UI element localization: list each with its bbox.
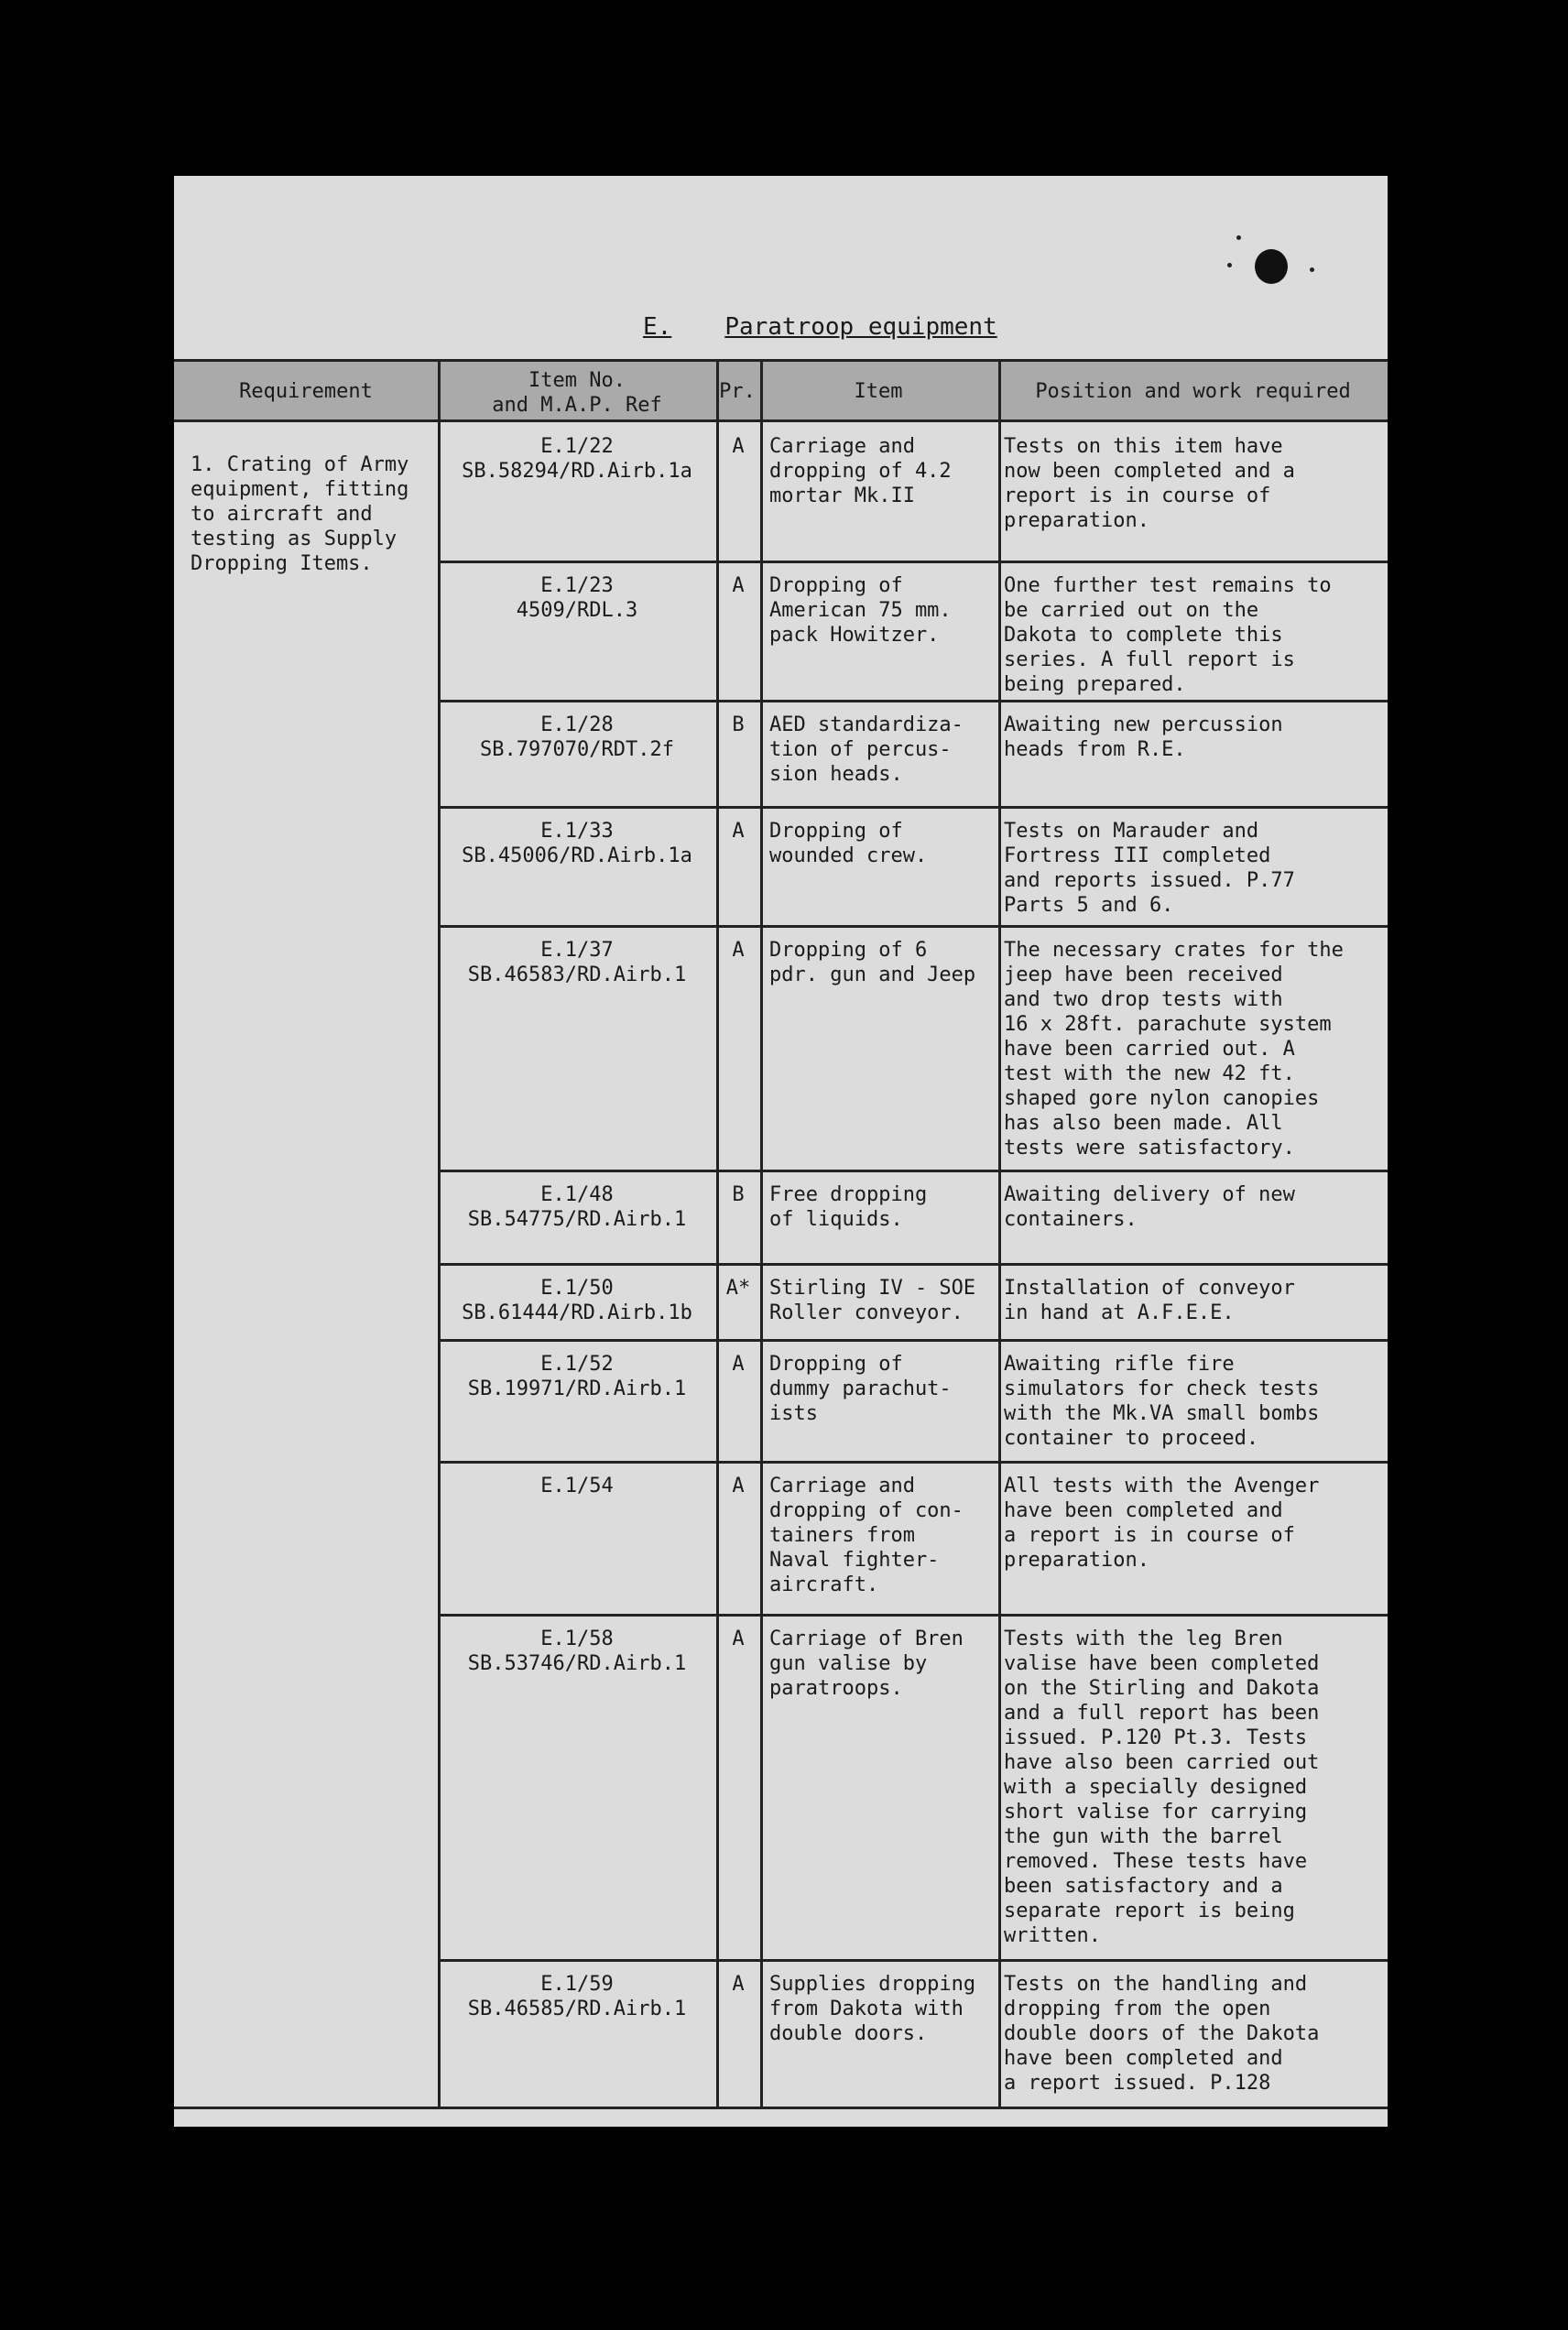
priority: A [732, 939, 745, 962]
item-ref: E.1/59 SB.46585/RD.Airb.1 [467, 1973, 687, 2020]
item-description: Stirling IV - SOE Roller conveyor. [769, 1277, 976, 1324]
priority: A [732, 1628, 745, 1650]
ink-speck [1236, 235, 1241, 240]
column-divider [998, 359, 1001, 2107]
position-text: Awaiting rifle fire simulators for check tests with the Mk.VA small bombs container to proceed. [1004, 1353, 1320, 1450]
item-description: Dropping of dummy parachut- ists [769, 1353, 952, 1425]
item-description: Dropping of American 75 mm. pack Howitzer. [769, 574, 952, 647]
item-ref: E.1/28 SB.797070/RDT.2f [480, 713, 674, 761]
row-divider [438, 806, 1388, 809]
item-description: Supplies dropping from Dakota with double doors. [769, 1973, 976, 2045]
priority: B [732, 713, 745, 736]
table-bottom-rule [174, 2107, 1388, 2109]
priority: A* [725, 1277, 751, 1300]
requirement-text: 1. Crating of Army equipment, fitting to aircraft and testing as Supply Dropping Items. [191, 453, 409, 575]
row-divider [438, 1614, 1388, 1617]
row-divider [438, 1263, 1388, 1266]
column-divider [438, 359, 441, 2107]
column-header-item-no: Item No. and M.A.P. Ref [492, 369, 662, 417]
item-ref: E.1/58 SB.53746/RD.Airb.1 [467, 1628, 687, 1675]
column-divider [760, 359, 763, 2107]
position-text: Tests with the leg Bren valise have been completed on the Stirling and Dakota and a full report has been issued. P.120 Pt.3. Tests have also been carried out with a specially designed short valise for carrying the gun with the barrel removed. These tests have been satisfactory and a separate report is being written. [1004, 1628, 1320, 1947]
position-text: All tests with the Avenger have been completed and a report is in course of preparation. [1004, 1475, 1320, 1572]
header-top-rule [174, 359, 1388, 362]
priority: A [732, 1353, 745, 1376]
section-title [643, 313, 997, 341]
ink-speck [1227, 263, 1232, 267]
position-text: One further test remains to be carried out on the Dakota to complete this series. A full report is being prepared. [1004, 574, 1332, 696]
column-header-item: Item [854, 380, 903, 403]
column-header-position: Position and work required [1035, 380, 1351, 403]
position-text: The necessary crates for the jeep have been received and two drop tests with 16 x 28ft. parachute system have been carried out. A test with the new 42 ft. shaped gore nylon canopies has also been made. All tests were satisfactory. [1004, 939, 1344, 1160]
priority: B [732, 1183, 745, 1206]
priority: A [732, 435, 745, 458]
item-ref: E.1/48 SB.54775/RD.Airb.1 [467, 1183, 687, 1231]
document-page [174, 176, 1388, 2127]
item-description: Carriage and dropping of 4.2 mortar Mk.II [769, 435, 952, 507]
priority: A [732, 1475, 745, 1497]
priority: A [732, 820, 745, 843]
section-title-text: Paratroop equipment [724, 313, 997, 341]
row-divider [438, 925, 1388, 928]
item-ref: E.1/33 SB.45006/RD.Airb.1a [462, 820, 692, 867]
row-divider [438, 1339, 1388, 1342]
row-divider [438, 561, 1388, 563]
item-ref: E.1/50 SB.61444/RD.Airb.1b [462, 1277, 692, 1324]
item-description: Dropping of wounded crew. [769, 820, 928, 867]
position-text: Installation of conveyor in hand at A.F.E.E. [1004, 1277, 1295, 1324]
item-ref: E.1/22 SB.58294/RD.Airb.1a [462, 435, 692, 483]
item-ref: E.1/23 4509/RDL.3 [516, 574, 638, 622]
position-text: Tests on the handling and dropping from the open double doors of the Dakota have been completed and a report issued. P.128 [1004, 1973, 1320, 2095]
item-description: AED standardiza- tion of percus- sion heads. [769, 713, 964, 786]
row-divider [438, 1959, 1388, 1962]
header-bottom-rule [174, 419, 1388, 422]
priority: A [732, 574, 745, 597]
position-text: Awaiting delivery of new containers. [1004, 1183, 1295, 1231]
column-header-requirement: Requirement [239, 380, 373, 403]
row-divider [438, 1461, 1388, 1464]
item-description: Carriage and dropping of con- tainers from Naval fighter- aircraft. [769, 1475, 964, 1596]
item-ref: E.1/37 SB.46583/RD.Airb.1 [467, 939, 687, 986]
item-ref: E.1/52 SB.19971/RD.Airb.1 [467, 1353, 687, 1400]
item-ref: E.1/54 [540, 1475, 614, 1497]
item-description: Dropping of 6 pdr. gun and Jeep [769, 939, 976, 986]
column-divider [716, 359, 719, 2107]
item-description: Free dropping of liquids. [769, 1183, 928, 1231]
section-letter: E. [643, 313, 672, 341]
ink-blot [1255, 249, 1288, 284]
row-divider [438, 1170, 1388, 1172]
item-description: Carriage of Bren gun valise by paratroops. [769, 1628, 964, 1700]
column-header-pr: Pr. [719, 380, 756, 403]
position-text: Tests on this item have now been completed and a report is in course of preparation. [1004, 435, 1295, 532]
position-text: Awaiting new percussion heads from R.E. [1004, 713, 1283, 761]
priority: A [732, 1973, 745, 1996]
position-text: Tests on Marauder and Fortress III completed and reports issued. P.77 Parts 5 and 6. [1004, 820, 1295, 917]
ink-speck [1310, 267, 1314, 272]
row-divider [438, 700, 1388, 702]
